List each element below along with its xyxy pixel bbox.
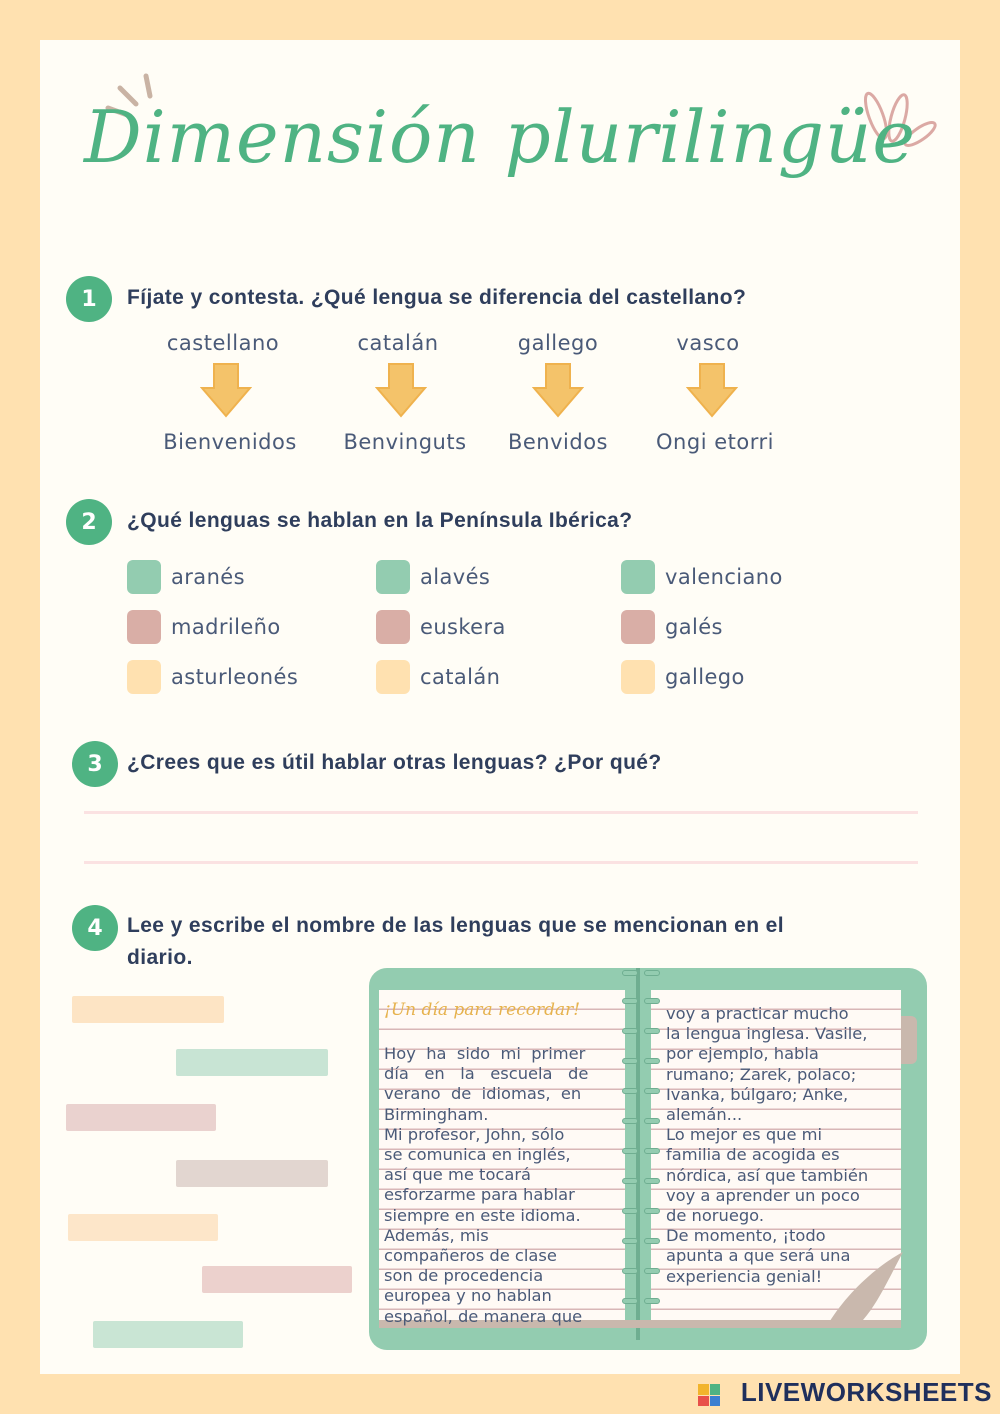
option-label: asturleonés	[171, 665, 299, 689]
checkbox[interactable]	[621, 660, 655, 694]
option-gales[interactable]	[621, 610, 723, 644]
option-label: valenciano	[665, 565, 783, 589]
answer-tape-5[interactable]	[68, 1214, 218, 1241]
option-label: galés	[665, 615, 723, 639]
welcome-word-castellano: Bienvenidos	[163, 430, 297, 454]
diary-bookmark	[901, 1016, 917, 1064]
welcome-word-gallego: Benvidos	[507, 430, 609, 454]
question-1-number: 1	[66, 276, 112, 322]
option-asturleones[interactable]	[127, 660, 298, 694]
option-aranes[interactable]	[127, 560, 245, 594]
checkbox[interactable]	[376, 560, 410, 594]
question-4-text-line-1: Lee y escribe el nombre de las lenguas que se mencionan en el	[127, 914, 784, 937]
checkbox[interactable]	[127, 610, 161, 644]
checkbox[interactable]	[376, 610, 410, 644]
answer-tape-3[interactable]	[66, 1104, 216, 1131]
answer-tape-7[interactable]	[93, 1321, 243, 1348]
option-label: madrileño	[171, 615, 281, 639]
answer-line-1[interactable]	[84, 811, 918, 814]
option-euskera[interactable]	[376, 610, 506, 644]
option-alaves[interactable]	[376, 560, 490, 594]
welcome-word-catalan: Benvinguts	[343, 430, 467, 454]
language-label-vasco: vasco	[676, 331, 740, 355]
question-4-text-line-2: diario.	[127, 946, 193, 969]
answer-tape-1[interactable]	[72, 996, 224, 1023]
question-2-text: ¿Qué lenguas se hablan en la Península Ibérica?	[127, 509, 633, 532]
question-3-number: 3	[72, 741, 118, 787]
diary-spiral	[622, 970, 662, 1340]
option-label: gallego	[665, 665, 745, 689]
option-label: catalán	[420, 665, 501, 689]
down-arrow-icon	[375, 362, 427, 418]
question-1-text: Fíjate y contesta. ¿Qué lengua se diferencia del castellano?	[127, 286, 747, 309]
answer-tape-6[interactable]	[202, 1266, 352, 1293]
option-label: aranés	[171, 565, 245, 589]
option-catalan[interactable]	[376, 660, 500, 694]
down-arrow-icon	[532, 362, 584, 418]
down-arrow-icon	[200, 362, 252, 418]
checkbox[interactable]	[376, 660, 410, 694]
language-label-castellano: castellano	[166, 331, 280, 355]
answer-tape-4[interactable]	[176, 1160, 328, 1187]
checkbox[interactable]	[127, 660, 161, 694]
language-label-gallego: gallego	[517, 331, 599, 355]
worksheet-title: Dimensión plurilingüe	[83, 95, 917, 179]
question-3-text: ¿Crees que es útil hablar otras lenguas? ¿Por qué?	[127, 751, 662, 774]
checkbox[interactable]	[127, 560, 161, 594]
option-label: euskera	[420, 615, 506, 639]
down-arrow-icon	[686, 362, 738, 418]
answer-tape-2[interactable]	[176, 1049, 328, 1076]
brand-logo-text[interactable]: LIVEWORKSHEETS	[740, 1377, 992, 1407]
checkbox[interactable]	[621, 560, 655, 594]
language-label-catalan: catalán	[357, 331, 439, 355]
option-gallego[interactable]	[621, 660, 745, 694]
diary-left-text: Hoy ha sido mi primer día en la escuela de verano de idiomas, en Birmingham. Mi profesor, John, sólo se comunica en inglés, así que me tocará esforzarme para hablar siempre en este idioma. Además, mis compañeros de clase son de procedencia europea y no hablan español, de manera que	[384, 1044, 589, 1326]
option-valenciano[interactable]	[621, 560, 783, 594]
welcome-word-vasco: Ongi etorri	[656, 430, 774, 454]
diary-heading: ¡Un día para recordar!	[384, 1000, 581, 1020]
question-2-number: 2	[66, 499, 112, 545]
option-label: alavés	[420, 565, 491, 589]
answer-line-2[interactable]	[84, 861, 918, 864]
checkbox[interactable]	[621, 610, 655, 644]
question-4-number: 4	[72, 905, 118, 951]
option-madrileno[interactable]	[127, 610, 281, 644]
liveworksheets-logo-icon	[698, 1384, 720, 1406]
diary-right-text: voy a practicar mucho la lengua inglesa. Vasile, por ejemplo, habla rumano; Zarek, polaco; Ivanka, búlgaro; Anke, alemán... Lo mejor es que mi familia de acogida es nórdica, así que también voy a aprender un poco de noruego. De momento, ¡todo apunta a que será una experiencia genial!	[666, 1004, 869, 1286]
